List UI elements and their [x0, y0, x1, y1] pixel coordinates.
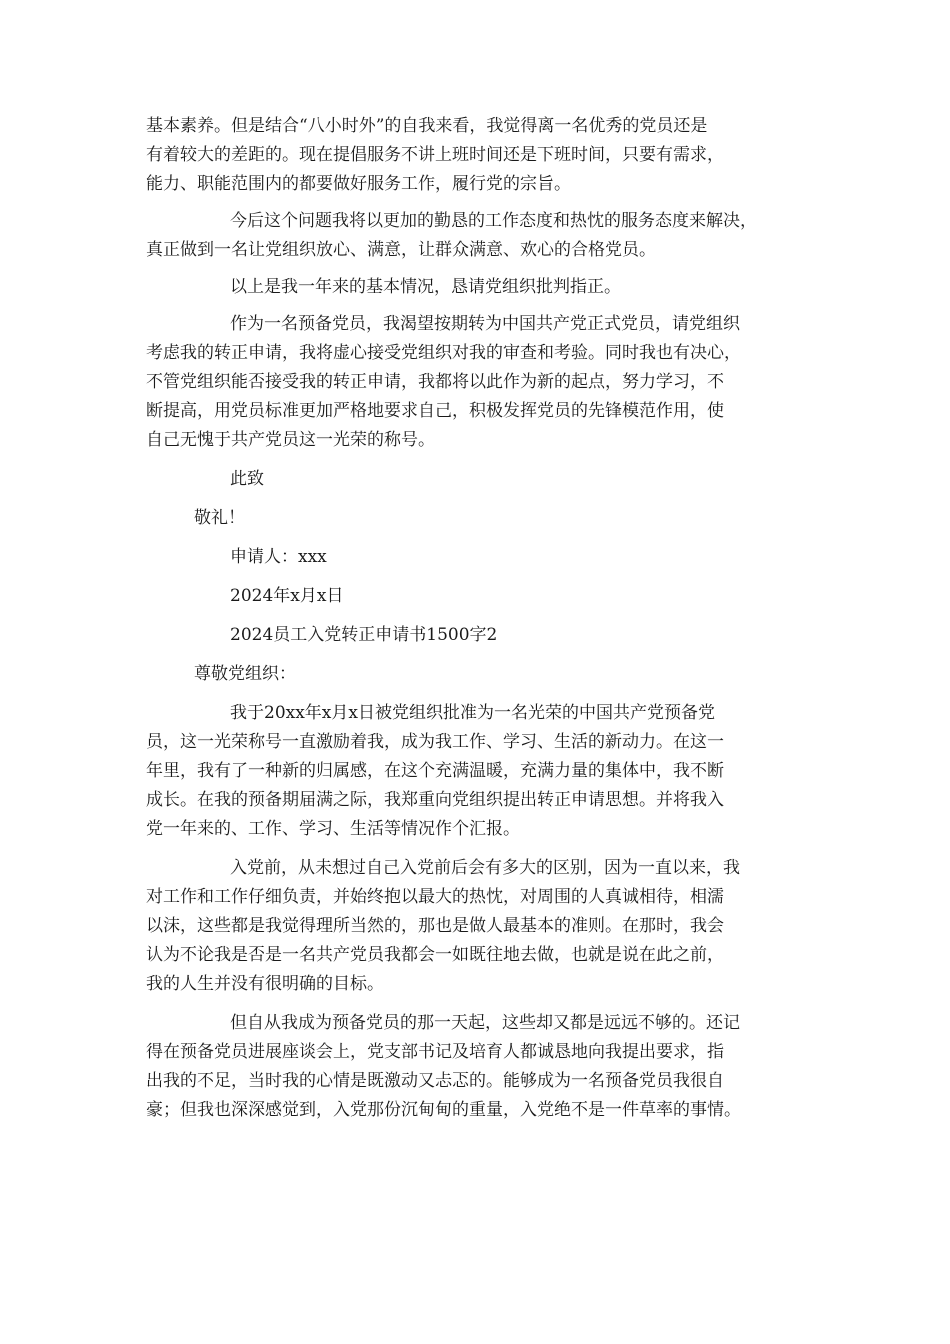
- section-title: [146, 621, 826, 650]
- paragraph-5: [146, 699, 826, 844]
- paragraph-3: [146, 273, 826, 302]
- text-line: 员，这一光荣称号一直激励着我，成为我工作、学习、生活的新动力。在这一: [146, 732, 724, 752]
- text-line: 自己无愧于共产党员这一光荣的称号。: [146, 430, 435, 450]
- text-line: 能力、职能范围内的都要做好服务工作，履行党的宗旨。: [146, 174, 571, 194]
- text-line: 有着较大的差距的。现在提倡服务不讲上班时间还是下班时间，只要有需求，: [146, 145, 724, 165]
- text-line: 今后这个问题我将以更加的勤恳的工作态度和热忱的服务态度来解决，: [230, 211, 757, 231]
- applicant-line: [146, 543, 826, 572]
- paragraph-6: [146, 854, 826, 999]
- text-line: 基本素养。但是结合“八小时外”的自我来看，我觉得离一名优秀的党员还是: [146, 116, 708, 136]
- document-page: [146, 112, 826, 1125]
- text-line: 入党前，从未想过自己入党前后会有多大的区别，因为一直以来，我: [230, 858, 740, 878]
- text-line: 年里，我有了一种新的归属感，在这个充满温暖，充满力量的集体中，我不断: [146, 761, 724, 781]
- text-line: 我的人生并没有很明确的目标。: [146, 974, 384, 994]
- text-line: 但自从我成为预备党员的那一天起，这些却又都是远远不够的。还记: [230, 1013, 740, 1033]
- text-line: 不管党组织能否接受我的转正申请，我都将以此作为新的起点，努力学习，不: [146, 372, 724, 392]
- text-line: 党一年来的、工作、学习、生活等情况作个汇报。: [146, 819, 520, 839]
- text-line: 对工作和工作仔细负责，并始终抱以最大的热忱，对周围的人真诚相待，相濡: [146, 887, 724, 907]
- salutation: [146, 660, 826, 689]
- text-line: 此致: [230, 469, 264, 489]
- paragraph-4: [146, 310, 826, 455]
- text-line: 以沫，这些都是我觉得理所当然的，那也是做人最基本的准则。在那时，我会: [146, 916, 724, 936]
- text-line: 考虑我的转正申请，我将虚心接受党组织对我的审查和考验。同时我也有决心，: [146, 343, 741, 363]
- text-line: 得在预备党员进展座谈会上，党支部书记及培育人都诚恳地向我提出要求，指: [146, 1042, 724, 1062]
- text-line: 作为一名预备党员，我渴望按期转为中国共产党正式党员，请党组织: [230, 314, 740, 334]
- text-line: 以上是我一年来的基本情况，恳请党组织批判指正。: [230, 277, 621, 297]
- text-line: 成长。在我的预备期届满之际，我郑重向党组织提出转正申请思想。并将我入: [146, 790, 724, 810]
- text-line: 认为不论我是否是一名共产党员我都会一如既往地去做，也就是说在此之前，: [146, 945, 724, 965]
- text-line: 敬礼！: [194, 508, 245, 528]
- text-line: 我于20xx年x月x日被党组织批准为一名光荣的中国共产党预备党: [230, 703, 715, 723]
- text-line: 尊敬党组织：: [194, 664, 296, 684]
- paragraph-7: [146, 1009, 826, 1125]
- text-line: 真正做到一名让党组织放心、满意，让群众满意、欢心的合格党员。: [146, 240, 656, 260]
- text-line: 出我的不足，当时我的心情是既激动又忐忑的。能够成为一名预备党员我很自: [146, 1071, 724, 1091]
- text-line: 断提高，用党员标准更加严格地要求自己，积极发挥党员的先锋模范作用，使: [146, 401, 724, 421]
- paragraph-2: [146, 207, 826, 265]
- text-line: 2024员工入党转正申请书1500字2: [230, 625, 498, 645]
- paragraph-1: [146, 112, 826, 199]
- closing-ci-zhi: [146, 465, 826, 494]
- text-line: 2024年x月x日: [230, 586, 344, 606]
- date-line: [146, 582, 826, 611]
- closing-jing-li: [146, 504, 826, 533]
- text-line: 申请人：xxx: [230, 547, 327, 567]
- text-line: 豪；但我也深深感觉到，入党那份沉甸甸的重量，入党绝不是一件草率的事情。: [146, 1100, 741, 1120]
